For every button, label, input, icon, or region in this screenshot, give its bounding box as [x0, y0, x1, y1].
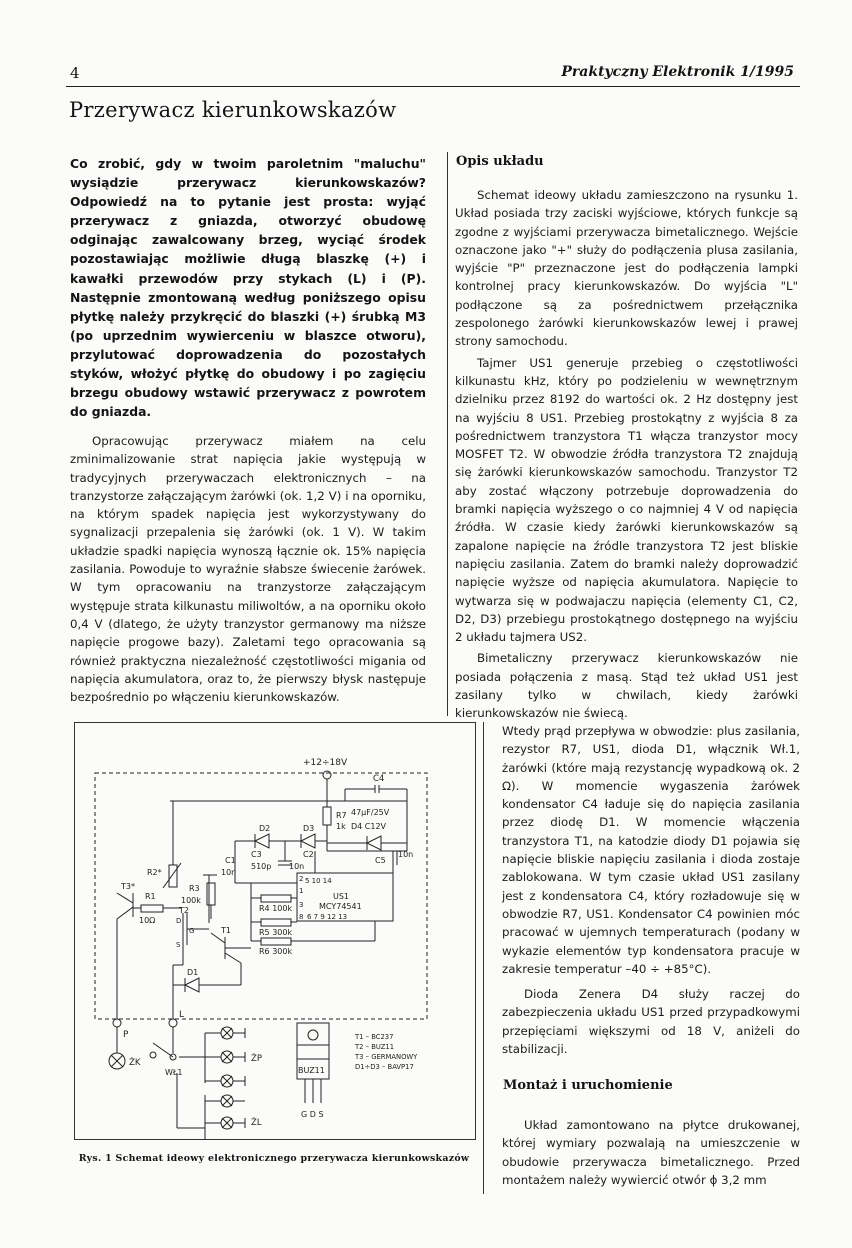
r4-label: R4 100k [259, 904, 293, 913]
journal-title: Praktyczny Elektronik 1/1995 [561, 64, 794, 80]
lamp-zp-2 [205, 1051, 245, 1063]
c3-value: 510p [251, 862, 272, 871]
d2-diode [255, 834, 269, 848]
c4-value: 47μF/25V [351, 808, 390, 817]
ic-pins-bottom: 6 7 9 12 13 [307, 913, 348, 921]
r7-resistor [323, 807, 331, 825]
d4-label: D4 C12V [351, 822, 387, 831]
terminal-l [169, 1019, 177, 1027]
c5-label: C5 [375, 856, 386, 865]
c5-value: 10n [398, 850, 414, 859]
pin-3: 3 [299, 901, 304, 909]
paragraph: Bimetaliczny przerywacz kierunkowskazów nie posiada połączenia z masą. Stąd też układ US1 jest zasilany tylko w chwilach, kiedy żarówki kierunkowskazów nie świecą. [455, 651, 798, 721]
lamp-zl-1 [205, 1095, 233, 1107]
t1-label: T1 [221, 926, 231, 935]
pin-1: 1 [299, 887, 304, 895]
terminal-p-label: P [123, 1030, 129, 1040]
legend-t3: T3 – GERMANOWY [355, 1053, 418, 1061]
page-number: 4 [70, 64, 80, 82]
paragraph: Schemat ideowy układu zamieszczono na rysunku 1. Układ posiada trzy zaciski wyjściowe, których funkcje są zgodne z wyjściami przerywacza bimetalicznego. Wejście oznaczone jako "+" służy do podłączenia plusa zasilania, wyjście "P" przeznaczone jest do podłączenia lampki kontrolnej pracy kierunkowskazów. Do wyjścia "L" podłączone są za pośrednictwem przełącznika zespolonego żarówki kierunkowskazów lewej i prawej strony samochodu. [455, 188, 798, 349]
c1-value: 10n [221, 868, 237, 877]
r1-label: R1 [145, 892, 156, 901]
zl-label: ŻL [251, 1118, 262, 1128]
zp-label: ŻP [251, 1054, 262, 1064]
legend-d1d3: D1÷D3 – BAVP17 [355, 1063, 414, 1071]
r2-label: R2* [147, 868, 162, 877]
lamp-zp-3 [205, 1075, 245, 1087]
r6-label: R6 300k [259, 947, 293, 956]
right-lower-text [502, 722, 800, 1058]
r3-value: 100k [181, 896, 201, 905]
d1-diode [185, 978, 199, 992]
paragraph: Tajmer US1 generuje przebieg o częstotliwości kilkunastu kHz, który po podzieleniu w wewnętrznym dzielniku przez 8192 do wartości ok. 2 Hz dostępny jest na wyjściu 8 US1. Przebieg prostokątny z wyjścia 8 za pośrednictwem tranzystora T1 włącza tranzystor mocy MOSFET T2. W obwodzie źródła tranzystora T2 znajdują się żarówki kierunkowskazów samochodu. Tranzystor T2 aby zostać włączony potrzebuje doprowadzenia do bramki napięcia wyższego o co najmniej 4 V od napięcia źródła. W czasie kiedy żarówki kierunkowskazów są zapalone napięcie na źródle tranzystora T2 jest bliskie napięciu zasilania. Zatem do bramki należy doprowadzić napięcie wyższe od napięcia akumulatora. Napięcie to wytwarza się w podwajaczu napięcia (elementy C1, C2, D2, D3) przebiegu prostokątnego dostępnego na wyjściu 2 układu tajmera US2. [455, 355, 798, 645]
r3-resistor [207, 883, 215, 905]
r7-label: R7 [336, 811, 347, 820]
r5-label: R5 300k [259, 928, 293, 937]
r6-resistor [261, 938, 291, 945]
d3-label: D3 [303, 824, 315, 833]
left-paragraph: Opracowując przerywacz miałem na celu zminimalizowanie strat napięcia jakie występują w tradycyjnych przerywaczach elektronicznych – na tranzystorze załączającym żarówki (ok. 1,2 V) i na oporniku, na którym spadek napięcia jest wykorzystywany do sygnalizacji przepalenia się żarówki (ok. 1 V). W takim układzie spadki napięcia wynoszą łącznie ok. 15% napięcia zasilania. Powoduje to wyraźnie słabsze świecenie żarówek. W tym opracowaniu na tranzystorze załączającym występuje strata kilkunastu miliwoltów, a na oporniku około 0,4 V (dlatego, że użyty tranzystor germanowy ma niższe napięcie progowe bazy). Zaletami tego opracowania są również praktyczna niezależność częstotliwości migania od napięcia akumulatora, oraz to, że pierwszy błysk następuje bezpośrednio po włączeniu kierunkowskazów. [70, 434, 426, 705]
zk-label: ŻK [129, 1058, 141, 1068]
terminal-p [113, 1019, 121, 1027]
terminal-l-label: L [179, 1010, 185, 1020]
c3-label: C3 [251, 850, 262, 859]
schematic-figure [74, 722, 476, 1140]
supply-label: +12÷18V [303, 758, 348, 768]
paragraph: Dioda Zenera D4 służy raczej do zabezpieczenia układu US1 przed przypadkowymi przepięciami większymi od 18 V, aniżeli do stabilizacji. [502, 987, 800, 1057]
t2-drain: D [176, 917, 182, 925]
c1-label: C1 [225, 856, 236, 865]
t2-label: T2 [179, 906, 189, 915]
article-title: Przerywacz kierunkowskazów [69, 98, 397, 122]
schematic-diagram [75, 723, 475, 1139]
r7-value: 1k [336, 822, 346, 831]
montaz-text [502, 1116, 800, 1189]
r2-resistor [169, 865, 177, 887]
us1-label: US1 [333, 892, 350, 901]
ic-pins-top: 5 10 14 [305, 877, 332, 885]
column-divider [447, 152, 448, 716]
lead-paragraph: Co zrobić, gdy w twoim paroletnim "maluchu" wysiądzie przerywacz kierunkowskazów? Odpowiedź na to pytanie jest prosta: wyjąć przerywacz z gniazda, otworzyć obudowę odginając zawalcowany brzeg, wyciąć środek pozostawiając możliwie długą blaszkę (+) i kawałki przewodów przy stykach (L) i (P). Następnie zmontowaną według poniższego opisu płytkę należy przykręcić do blaszki (+) śrubką M3 (po uprzednim wywierceniu w blaszce otworu), przylutować doprowadzenia do pozostałych styków, włożyć płytkę do obudowy i po zagięciu brzegu obudowy wstawić przerywacz z powrotem do gniazda. [70, 156, 426, 420]
r1-resistor [141, 905, 163, 912]
legend-t1: T1 – BC237 [355, 1033, 394, 1041]
wl1-label: WŁ1 [165, 1068, 183, 1077]
r3-label: R3 [189, 884, 200, 893]
column-divider-lower [483, 722, 484, 1194]
pin-2: 2 [299, 875, 304, 883]
header-rule [66, 86, 800, 87]
right-column-text [455, 186, 798, 723]
d2-label: D2 [259, 824, 271, 833]
c2-value: 10n [289, 862, 305, 871]
lamp-zp-1 [205, 1027, 245, 1039]
r1-value: 10Ω [139, 916, 156, 925]
r5-resistor [261, 919, 291, 926]
t2-source: S [176, 941, 181, 949]
gds-label: G D S [301, 1110, 324, 1119]
supply-terminal [323, 771, 331, 779]
paragraph: Układ zamontowano na płytce drukowanej, której wymiary pozwalają na umieszczenie w obudowie przerywacza bimetalicznego. Przed montażem należy wywiercić otwór ϕ 3,2 mm [502, 1118, 800, 1187]
c4-label: C4 [373, 774, 385, 784]
d3-diode [301, 834, 315, 848]
ic-part: MCY74541 [319, 902, 362, 911]
lamp-zl-2 [205, 1117, 245, 1129]
t3-label: T3* [121, 882, 135, 891]
d4-zener [367, 836, 381, 850]
buz11-label: BUZ11 [298, 1066, 325, 1075]
section-heading-opis: Opis układu [456, 154, 544, 169]
paragraph: Wtedy prąd przepływa w obwodzie: plus zasilania, rezystor R7, US1, dioda D1, włącznik Wł.1, żarówki (które mają rezystancję wypadkową ok. 2 Ω). W momencie wygaszenia żarówek kondensator C4 ładuje się do napięcia zasilania przez diodę D1. W momencie włączenia tranzystora T1, na katodzie diody D1 pojawia się napięcie bliskie napięciu zasilania i dioda zostaje zablokowana. W tym czasie układ US1 zasilany jest z kondensatora C4, który rozładowuje się w obwodzie R7, US1. Kondensator C4 powinien móc pracować w ujemnych temperaturach (podany w wykazie elementów typ kondensatora pracuje w zakresie temperatur –40 ÷ +85°C). [502, 724, 800, 976]
t2-gate: G [189, 927, 195, 935]
r4-resistor [261, 895, 291, 902]
d1-label: D1 [187, 968, 199, 977]
left-column-text [70, 432, 426, 706]
figure-caption: Rys. 1 Schemat ideowy elektronicznego przerywacza kierunkowskazów [78, 1153, 470, 1164]
pin-8: 8 [299, 913, 304, 921]
legend-t2: T2 – BUZ11 [355, 1043, 395, 1051]
buz11-package [297, 1023, 329, 1103]
c2-label: C2 [303, 850, 314, 859]
section-heading-montaz: Montaż i uruchomienie [503, 1078, 673, 1093]
